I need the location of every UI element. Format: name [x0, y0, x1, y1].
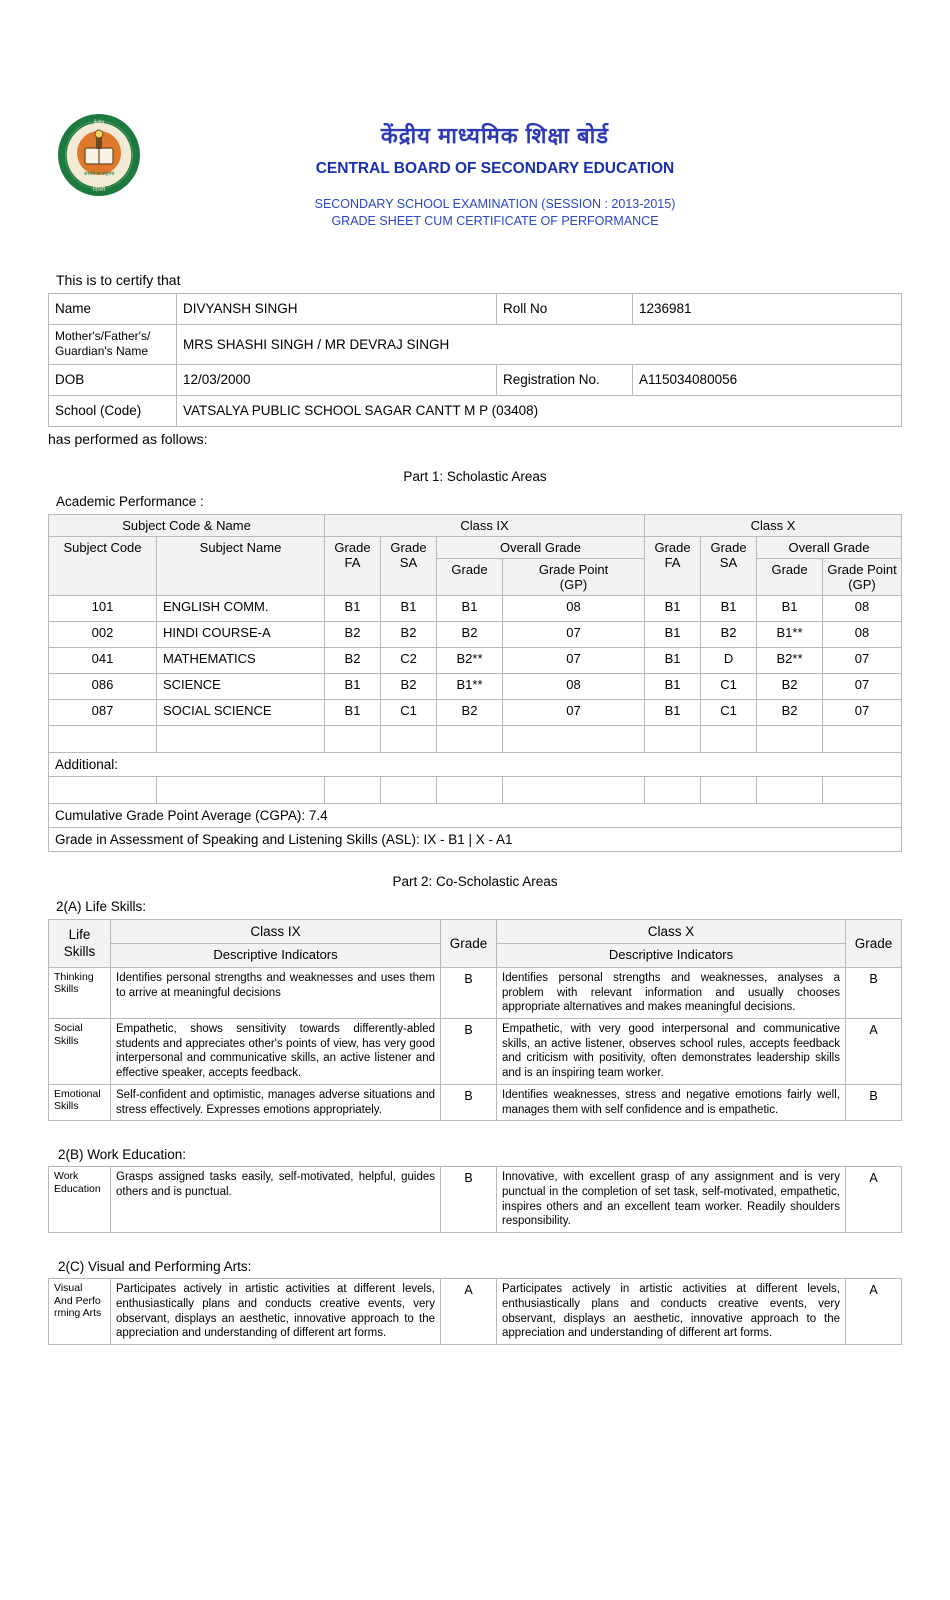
- x-grade: B2: [757, 673, 823, 699]
- subject-name: MATHEMATICS: [157, 647, 325, 673]
- subject-code: 101: [49, 595, 157, 621]
- svg-text:दिल्ली: दिल्ली: [93, 187, 105, 193]
- x-gp: 07: [823, 699, 902, 725]
- header-x-grade-sa-l1: Grade: [710, 539, 747, 555]
- performed-text: has performed as follows:: [48, 430, 208, 447]
- x-descriptive-thinking: Identifies personal strengths and weaknesses, analyses a problem with relevant information and usually chooses appropriate alternatives and makes meaningful decisions.: [497, 967, 846, 1018]
- x-fa: B1: [645, 595, 701, 621]
- subject-code: 041: [49, 647, 157, 673]
- ix-gp: 07: [503, 647, 645, 673]
- exam-session-line: SECONDARY SCHOOL EXAMINATION (SESSION : 2013-2015): [314, 197, 676, 211]
- header-x-grade-fa: [645, 536, 701, 595]
- table-row: [49, 699, 902, 725]
- guardian-label: [49, 324, 177, 364]
- header-life-skills-l1: Life: [68, 927, 91, 943]
- subject-code: 002: [49, 621, 157, 647]
- header-x-grade-sa: [701, 536, 757, 595]
- x-sa: D: [701, 647, 757, 673]
- header-x-grade-point: [823, 558, 902, 595]
- roll-label: Roll No: [497, 293, 633, 324]
- x-descriptive-work-education: Innovative, with excellent grasp of any assignment and is very punctual in the completion of set task, self-motivated, empathetic, inspires others and an excellent team worker. Readily shoulders responsibility.: [497, 1167, 846, 1233]
- ix-sa: C2: [381, 647, 437, 673]
- ix-fa: B2: [325, 647, 381, 673]
- empty-cell: [157, 776, 325, 803]
- header-life-skills-l2: Skills: [63, 944, 96, 960]
- header-ix-gp-l2: (GP): [559, 576, 588, 592]
- document-header: [48, 0, 902, 230]
- visual-arts-table: [48, 1278, 902, 1345]
- header-ix-grade-fa: [325, 536, 381, 595]
- empty-cell: [823, 725, 902, 752]
- asl-row: [49, 827, 902, 851]
- ix-grade: B1**: [437, 673, 503, 699]
- ix-fa: B1: [325, 673, 381, 699]
- cgpa-row: [49, 803, 902, 827]
- x-grade-emotional: B: [846, 1084, 902, 1120]
- academic-performance-table: [48, 514, 902, 852]
- header-ix-grade: Grade: [437, 558, 503, 595]
- table-row: [49, 324, 902, 364]
- school-label: School (Code): [49, 395, 177, 426]
- table-row: [49, 919, 902, 943]
- header-x-grade-fa-l1: Grade: [654, 539, 691, 555]
- header-ix-grade: Grade: [441, 919, 497, 967]
- subject-name: SOCIAL SCIENCE: [157, 699, 325, 725]
- skill-name-l2: Skills: [54, 1034, 79, 1047]
- certificate-type-line: GRADE SHEET CUM CERTIFICATE OF PERFORMANCE: [331, 213, 659, 228]
- skill-name-thinking: [49, 967, 111, 1018]
- header-subject-group: Subject Code & Name: [49, 514, 325, 536]
- certify-text: This is to certify that: [56, 271, 181, 288]
- ix-sa: B2: [381, 673, 437, 699]
- ix-fa: B1: [325, 595, 381, 621]
- x-grade-work-education: A: [846, 1167, 902, 1233]
- x-grade: B1: [757, 595, 823, 621]
- ix-gp: 08: [503, 673, 645, 699]
- work-education-label: 2(B) Work Education:: [58, 1147, 187, 1163]
- skill-name-l2: And Perfo: [54, 1294, 101, 1307]
- header-class10: Class X: [645, 514, 902, 536]
- skill-name-work-education: [49, 1167, 111, 1233]
- subject-code: 087: [49, 699, 157, 725]
- empty-cell: [701, 725, 757, 752]
- header-x-descriptive: Descriptive Indicators: [497, 944, 846, 968]
- skill-name-l2: Skills: [54, 1100, 79, 1113]
- table-row: [49, 514, 902, 536]
- header-ix-grade-sa-l2: SA: [399, 554, 418, 570]
- name-value: DIVYANSH SINGH: [177, 293, 497, 324]
- header-x-gp-l2: (GP): [848, 576, 876, 592]
- table-row: [49, 967, 902, 1018]
- header-ix-grade-sa-l1: Grade: [390, 539, 427, 555]
- life-skills-label: 2(A) Life Skills:: [56, 898, 147, 914]
- skill-name-l1: Social: [54, 1021, 83, 1034]
- x-grade-visual-arts: A: [846, 1279, 902, 1345]
- table-row: [49, 293, 902, 324]
- registration-label: Registration No.: [497, 364, 633, 395]
- x-gp: 08: [823, 621, 902, 647]
- visual-arts-label: 2(C) Visual and Performing Arts:: [58, 1259, 252, 1275]
- skill-name-l2: Skills: [54, 983, 79, 996]
- academic-performance-label: Academic Performance :: [56, 493, 204, 509]
- table-row: [49, 595, 902, 621]
- ix-gp: 07: [503, 699, 645, 725]
- x-fa: B1: [645, 621, 701, 647]
- empty-cell: [757, 725, 823, 752]
- ix-descriptive-visual-arts: Participates actively in artistic activities at different levels, enthusiastically plans and conducts creative events, very observant, displays an aesthetic, innovative approach to the appreciation and understanding of different art forms.: [111, 1279, 441, 1345]
- empty-cell: [381, 725, 437, 752]
- guardian-label-line1: Mother's/Father's/: [55, 328, 151, 343]
- header-class9: Class IX: [111, 919, 441, 943]
- ix-grade: B2**: [437, 647, 503, 673]
- ix-grade-emotional: B: [441, 1084, 497, 1120]
- ix-sa: C1: [381, 699, 437, 725]
- guardian-value: MRS SHASHI SINGH / MR DEVRAJ SINGH: [177, 324, 902, 364]
- skill-name-l2: Education: [54, 1182, 101, 1195]
- cgpa-text: Cumulative Grade Point Average (CGPA): 7.4: [49, 803, 902, 827]
- header-class9: Class IX: [325, 514, 645, 536]
- header-x-overall-grade: Overall Grade: [757, 536, 902, 558]
- ix-grade-visual-arts: A: [441, 1279, 497, 1345]
- empty-cell: [503, 776, 645, 803]
- empty-cell: [157, 725, 325, 752]
- ix-grade: B2: [437, 621, 503, 647]
- student-info-table: [48, 293, 902, 427]
- roll-value: 1236981: [633, 293, 902, 324]
- ix-grade-work-education: B: [441, 1167, 497, 1233]
- subject-name: HINDI COURSE-A: [157, 621, 325, 647]
- skill-name-l1: Thinking: [54, 970, 94, 983]
- part2-title: Part 2: Co-Scholastic Areas: [392, 873, 558, 889]
- ix-grade-thinking: B: [441, 967, 497, 1018]
- x-gp: 08: [823, 595, 902, 621]
- dob-value: 12/03/2000: [177, 364, 497, 395]
- empty-cell: [437, 725, 503, 752]
- header-class10: Class X: [497, 919, 846, 943]
- ix-descriptive-emotional: Self-confident and optimistic, manages adverse situations and stress effectively. Expresses emotions appropriately.: [111, 1084, 441, 1120]
- ix-descriptive-work-education: Grasps assigned tasks easily, self-motivated, helpful, guides others and is punctual.: [111, 1167, 441, 1233]
- dob-label: DOB: [49, 364, 177, 395]
- header-ix-gp-l1: Grade Point: [538, 561, 609, 577]
- empty-cell: [49, 776, 157, 803]
- ix-sa: B1: [381, 595, 437, 621]
- table-row: [49, 1018, 902, 1084]
- x-gp: 07: [823, 673, 902, 699]
- table-row: [49, 1279, 902, 1345]
- table-row: [49, 621, 902, 647]
- name-label: Name: [49, 293, 177, 324]
- skill-name-l1: Work: [54, 1170, 79, 1183]
- asl-text: Grade in Assessment of Speaking and Listening Skills (ASL): IX - B1 | X - A1: [49, 827, 902, 851]
- board-title-english: CENTRAL BOARD OF SECONDARY EDUCATION: [315, 160, 675, 177]
- ix-descriptive-thinking: Identifies personal strengths and weaknesses and uses them to arrive at meaningful decisions: [111, 967, 441, 1018]
- additional-row: [49, 752, 902, 776]
- x-sa: C1: [701, 699, 757, 725]
- subject-name: ENGLISH COMM.: [157, 595, 325, 621]
- ix-grade: B2: [437, 699, 503, 725]
- subject-name: SCIENCE: [157, 673, 325, 699]
- school-value: VATSALYA PUBLIC SCHOOL SAGAR CANTT M P (03408): [177, 395, 902, 426]
- x-grade-social: A: [846, 1018, 902, 1084]
- empty-cell: [325, 725, 381, 752]
- table-row: [49, 364, 902, 395]
- x-fa: B1: [645, 699, 701, 725]
- header-ix-overall-grade: Overall Grade: [437, 536, 645, 558]
- ix-gp: 08: [503, 595, 645, 621]
- table-row: [49, 647, 902, 673]
- ix-descriptive-social: Empathetic, shows sensitivity towards differently-abled students and appreciates other's points of view, has very good interpersonal and communicative skills, an active listener and effective speaker, accepts feedback.: [111, 1018, 441, 1084]
- x-descriptive-social: Empathetic, with very good interpersonal and communicative skills, an active listener, observes school rules, accepts feedback and criticism with positivity, often demonstrates leadership skills and is an inspiring team worker.: [497, 1018, 846, 1084]
- empty-cell: [823, 776, 902, 803]
- subject-code: 086: [49, 673, 157, 699]
- skill-name-emotional: [49, 1084, 111, 1120]
- ix-grade: B1: [437, 595, 503, 621]
- empty-cell: [645, 776, 701, 803]
- empty-cell: [437, 776, 503, 803]
- skill-name-social: [49, 1018, 111, 1084]
- svg-text:केंद्रीय: केंद्रीय: [93, 120, 105, 126]
- header-ix-grade-fa-l2: FA: [344, 554, 361, 570]
- x-descriptive-emotional: Identifies weaknesses, stress and negative emotions fairly well, manages them with self confidence and is empathetic.: [497, 1084, 846, 1120]
- ix-grade-social: B: [441, 1018, 497, 1084]
- svg-text:असतो मा सद्गमय: असतो मा सद्गमय: [83, 171, 115, 177]
- header-x-grade-sa-l2: SA: [719, 554, 738, 570]
- empty-cell: [701, 776, 757, 803]
- header-ix-grade-sa: [381, 536, 437, 595]
- x-grade: B1**: [757, 621, 823, 647]
- ix-gp: 07: [503, 621, 645, 647]
- header-x-grade: Grade: [846, 919, 902, 967]
- empty-cell: [381, 776, 437, 803]
- life-skills-table: [48, 919, 902, 1121]
- table-row: [49, 1167, 902, 1233]
- table-row: [49, 536, 902, 558]
- header-ix-descriptive: Descriptive Indicators: [111, 944, 441, 968]
- x-grade: B2**: [757, 647, 823, 673]
- ix-fa: B2: [325, 621, 381, 647]
- board-title-hindi: केंद्रीय माध्यमिक शिक्षा बोर्ड: [380, 123, 610, 148]
- x-sa: B1: [701, 595, 757, 621]
- cbse-logo-icon: [56, 112, 142, 198]
- x-grade-thinking: B: [846, 967, 902, 1018]
- header-subject-code: Subject Code: [49, 536, 157, 595]
- x-sa: C1: [701, 673, 757, 699]
- x-descriptive-visual-arts: Participates actively in artistic activities at different levels, enthusiastically plans and conducts creative events, very observant, displays an aesthetic, innovative approach to the appreciation and understanding of different art forms.: [497, 1279, 846, 1345]
- work-education-table: [48, 1166, 902, 1233]
- additional-label: Additional:: [49, 752, 902, 776]
- header-ix-grade-fa-l1: Grade: [334, 539, 371, 555]
- ix-sa: B2: [381, 621, 437, 647]
- registration-value: A115034080056: [633, 364, 902, 395]
- empty-cell: [503, 725, 645, 752]
- header-ix-grade-point: [503, 558, 645, 595]
- header-x-grade-fa-l2: FA: [664, 554, 681, 570]
- x-gp: 07: [823, 647, 902, 673]
- table-row-empty: [49, 725, 902, 752]
- header-subject-name: Subject Name: [157, 536, 325, 595]
- empty-cell: [757, 776, 823, 803]
- table-row: [49, 1084, 902, 1120]
- skill-name-l1: Emotional: [54, 1087, 101, 1100]
- x-fa: B1: [645, 673, 701, 699]
- x-grade: B2: [757, 699, 823, 725]
- empty-cell: [49, 725, 157, 752]
- table-row-empty: [49, 776, 902, 803]
- skill-name-visual-arts: [49, 1279, 111, 1345]
- guardian-label-line2: Guardian's Name: [55, 344, 148, 359]
- empty-cell: [325, 776, 381, 803]
- part1-title: Part 1: Scholastic Areas: [403, 468, 547, 484]
- header-x-gp-l1: Grade Point: [827, 561, 897, 577]
- x-sa: B2: [701, 621, 757, 647]
- ix-fa: B1: [325, 699, 381, 725]
- table-row: [49, 395, 902, 426]
- skill-name-l3: rming Arts: [54, 1307, 102, 1320]
- skill-name-l1: Visual: [54, 1282, 83, 1295]
- header-life-skills: [49, 919, 111, 967]
- table-row: [49, 673, 902, 699]
- x-fa: B1: [645, 647, 701, 673]
- header-x-grade: Grade: [757, 558, 823, 595]
- empty-cell: [645, 725, 701, 752]
